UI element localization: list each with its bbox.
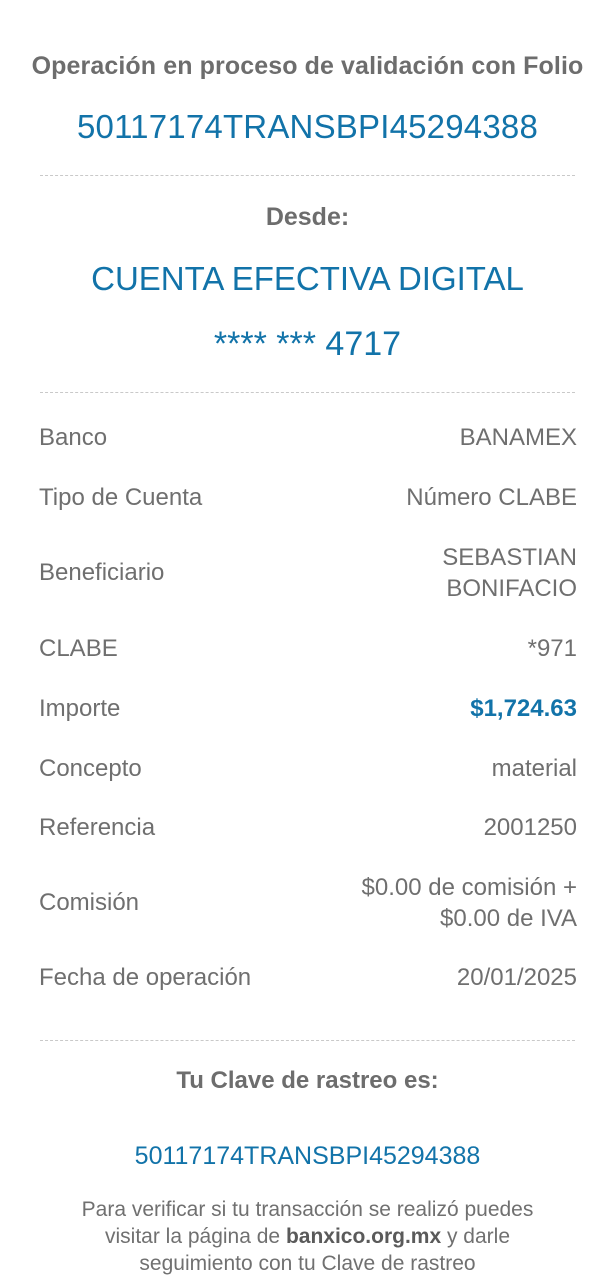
detail-label: Banco [39, 423, 108, 451]
origin-account-name: CUENTA EFECTIVA DIGITAL [91, 260, 524, 297]
divider [40, 175, 575, 176]
detail-label: Beneficiario [39, 559, 165, 586]
detail-value: *971 [527, 635, 577, 662]
detail-row-comision [39, 872, 577, 934]
detail-value: BANAMEX [459, 424, 577, 451]
detail-row-beneficiario [39, 542, 577, 604]
detail-row-fecha [39, 962, 577, 993]
beneficiary-first-name: SEBASTIAN [442, 544, 577, 571]
verification-note [40, 1196, 575, 1277]
detail-row-clabe [39, 633, 577, 664]
detail-label: Comisión [39, 889, 140, 916]
detail-row-concepto [39, 753, 577, 784]
note-line: seguimiento con tu Clave de rastreo [139, 1252, 476, 1275]
detail-value [442, 542, 577, 604]
detail-label: Referencia [39, 813, 156, 841]
origin-label: Desde: [265, 203, 350, 231]
tracking-key-label: Tu Clave de rastreo es: [176, 1067, 439, 1094]
detail-label: Tipo de Cuenta [39, 483, 203, 511]
tracking-key-value: 50117174TRANSBPI45294388 [134, 1142, 481, 1170]
detail-value: material [491, 755, 577, 782]
banxico-link[interactable]: banxico.org.mx [285, 1225, 442, 1248]
note-line: Para verificar si tu transacción se realizó puedes [81, 1198, 534, 1221]
detail-row-tipo-cuenta [39, 482, 577, 513]
detail-row-banco [39, 422, 577, 453]
detail-value: 20/01/2025 [456, 964, 577, 991]
detail-label: Importe [39, 694, 121, 722]
detail-row-referencia [39, 812, 577, 843]
note-line [40, 1223, 575, 1250]
folio-number: 50117174TRANSBPI45294388 [76, 108, 539, 145]
detail-value: Número CLABE [406, 484, 577, 511]
detail-value [362, 872, 577, 934]
amount-value: $1,724.63 [470, 695, 577, 722]
commission-line: $0.00 de comisión + [361, 874, 577, 901]
origin-account-number: **** *** 4717 [213, 325, 402, 363]
detail-label: Concepto [39, 754, 142, 782]
divider [40, 1040, 575, 1041]
note-text: visitar la página de [104, 1225, 286, 1248]
detail-label: Fecha de operación [39, 963, 252, 991]
detail-label: CLABE [39, 634, 118, 662]
note-text: y darle [441, 1225, 511, 1248]
status-text: Operación en proceso de validación con Folio [31, 52, 584, 80]
iva-line: $0.00 de IVA [440, 905, 577, 932]
beneficiary-last-name: BONIFACIO [446, 575, 577, 602]
detail-row-importe [39, 693, 577, 724]
divider [40, 392, 575, 393]
detail-value: 2001250 [483, 814, 577, 841]
